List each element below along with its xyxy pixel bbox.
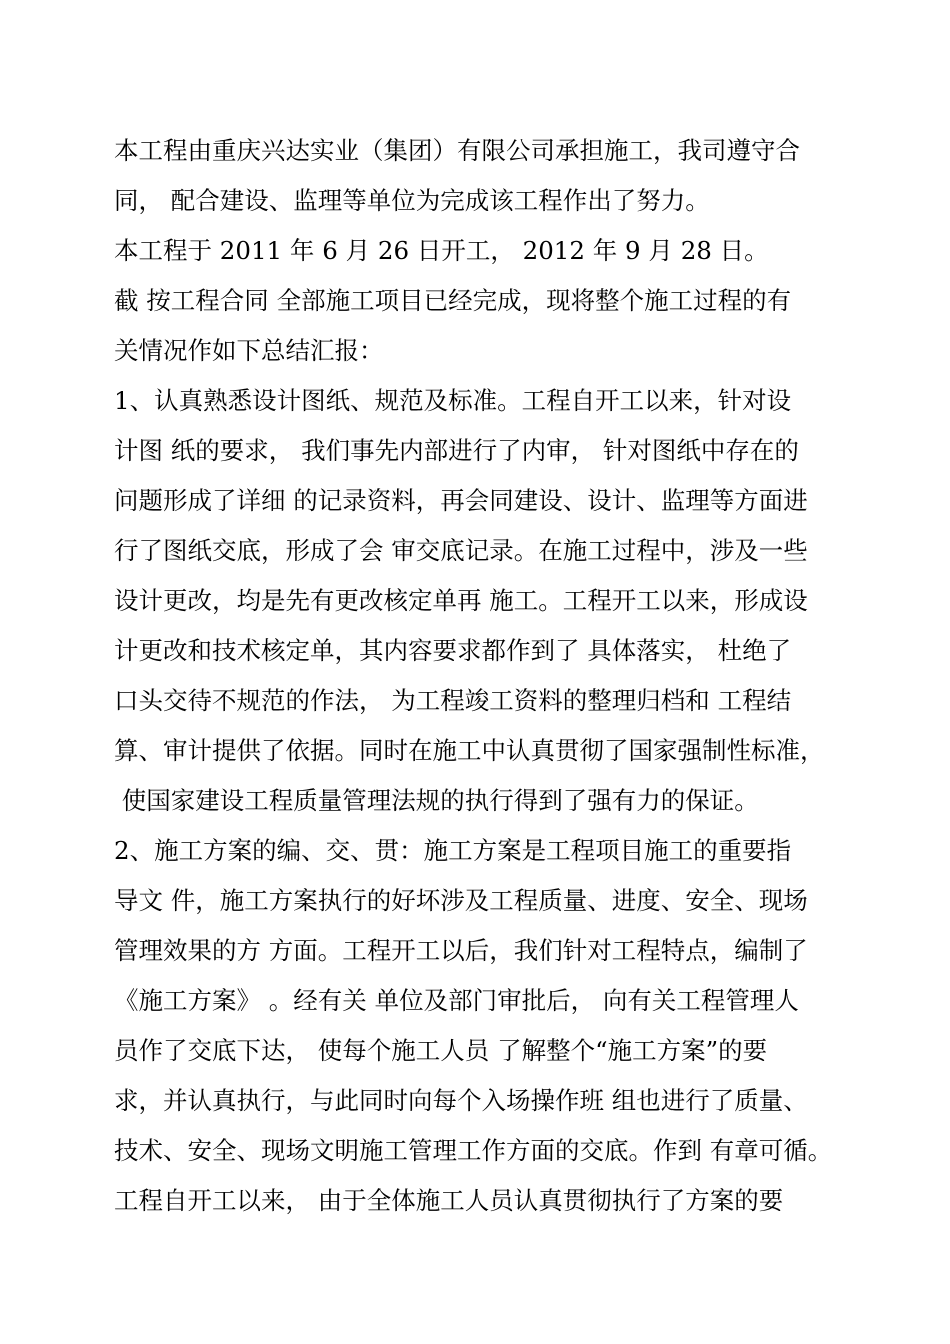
document-body: [114, 126, 864, 1226]
text-line: 算、审计提供了依据。同时在施工中认真贯彻了国家强制性标准，: [114, 736, 825, 765]
text-line: 求，并认真执行，与此同时向每个入场操作班 组也进行了质量、: [114, 1086, 808, 1115]
text-line: 本工程于 2011 年 6 月 26 日开工， 2012 年 9 月 28 日。: [114, 236, 769, 265]
text-line: 使国家建设工程质量管理法规的执行得到了强有力的保证。: [114, 786, 759, 815]
paragraph-intro: [114, 126, 864, 226]
paragraph-section-1: [114, 376, 864, 826]
paragraph-section-2: [114, 826, 864, 1226]
text-line: 行了图纸交底，形成了会 审交底记录。在施工过程中，涉及一些: [114, 536, 808, 565]
text-line: 问题形成了详细 的记录资料，再会同建设、设计、监理等方面进: [114, 486, 808, 515]
paragraph-dates: [114, 226, 864, 276]
text-line: 1、认真熟悉设计图纸、规范及标准。工程自开工以来，针对设: [114, 386, 792, 415]
text-line: 技术、安全、现场文明施工管理工作方面的交底。作到 有章可循。: [114, 1136, 833, 1165]
text-line: 工程自开工以来， 由于全体施工人员认真贯彻执行了方案的要: [114, 1186, 784, 1215]
text-line: 计更改和技术核定单，其内容要求都作到了 具体落实， 杜绝了: [114, 636, 792, 665]
text-line: 设计更改，均是先有更改核定单再 施工。工程开工以来，形成设: [114, 586, 808, 615]
text-line: 口头交待不规范的作法， 为工程竣工资料的整理归档和 工程结: [114, 686, 792, 715]
text-line: 截 按工程合同 全部施工项目已经完成，现将整个施工过程的有: [114, 286, 792, 315]
text-line: 员作了交底下达， 使每个施工人员 了解整个“施工方案”的要: [114, 1036, 768, 1065]
text-line: 关情况作如下总结汇报：: [114, 336, 384, 365]
text-line: 本工程由重庆兴达实业（集团）有限公司承担施工，我司遵守合: [114, 136, 800, 165]
text-line: 导文 件，施工方案执行的好坏涉及工程质量、进度、安全、现场: [114, 886, 808, 915]
text-line: 计图 纸的要求， 我们事先内部进行了内审， 针对图纸中存在的: [114, 436, 799, 465]
text-line: 管理效果的方 方面。工程开工以后，我们针对工程特点，编制了: [114, 936, 808, 965]
text-line: 《施工方案》 。经有关 单位及部门审批后， 向有关工程管理人: [114, 986, 799, 1015]
text-line: 2、施工方案的编、交、贯：施工方案是工程项目施工的重要指: [114, 836, 792, 865]
paragraph-summary: [114, 276, 864, 376]
text-line: 同， 配合建设、监理等单位为完成该工程作出了努力。: [114, 186, 710, 215]
